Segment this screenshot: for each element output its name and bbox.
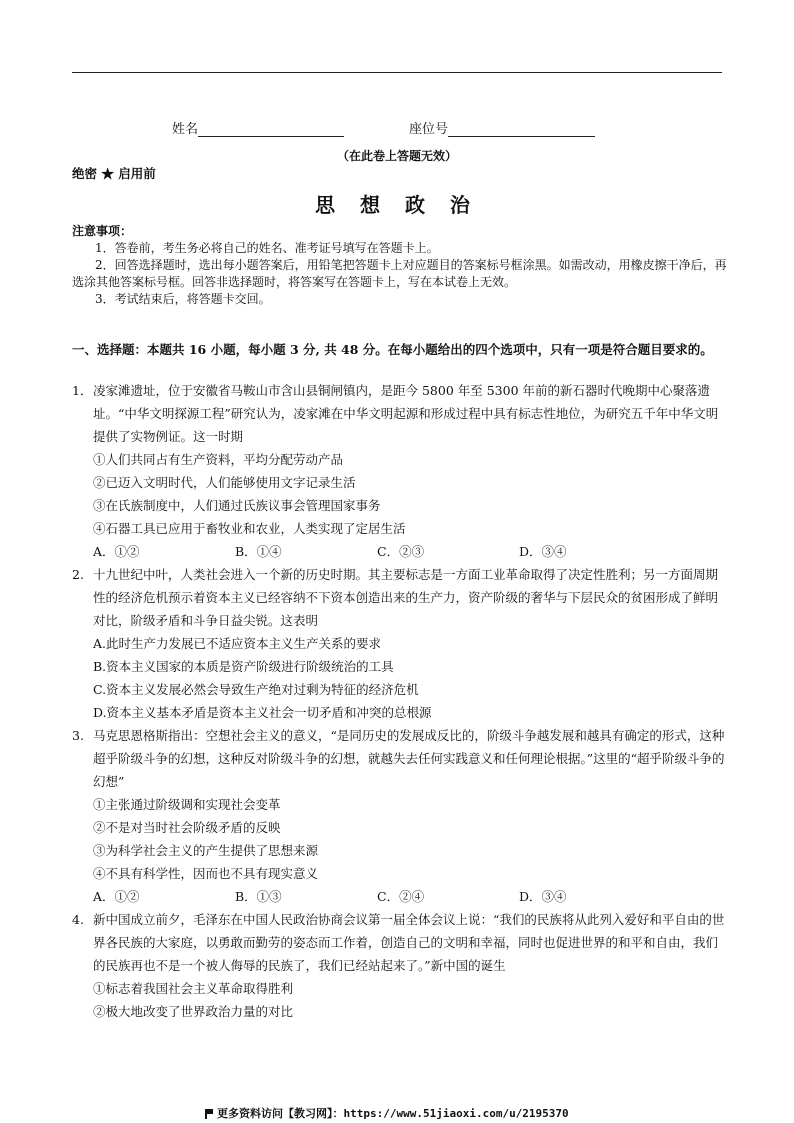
secret-label: 绝密 ★ 启用前	[72, 166, 156, 181]
notice-item: 1．答卷前，考生务必将自己的姓名、准考证号填写在答题卡上。	[95, 241, 439, 255]
name-field	[172, 118, 344, 137]
question-1	[72, 379, 727, 563]
question-text: 凌家滩遗址，位于安徽省马鞍山市含山县铜闸镇内，是距今 5800 年至 5300 年前的新石器时代晚期中心聚落遗址。“中华文明探源工程”研究认为，凌家滩在中华文明起源和形成过程中具有标志性地位，为研究五千年中华文明提供了实物例证。这一时期	[93, 383, 719, 444]
option-statement: C.资本主义发展必然会导致生产绝对过剩为特征的经济危机	[93, 682, 419, 697]
option-statement: ④不具有科学性，因而也不具有现实意义	[93, 866, 319, 881]
question-stem	[72, 724, 727, 793]
option-statement: ②已迈入文明时代，人们能够使用文字记录生活	[93, 475, 356, 490]
question-3	[72, 724, 727, 908]
answer-choices	[72, 540, 727, 563]
name-blank	[198, 123, 344, 137]
notice-item: 3．考试结束后，将答题卡交回。	[95, 292, 271, 306]
option-statement: ①标志着我国社会主义革命取得胜利	[93, 981, 294, 996]
choice-b: B．①④	[235, 544, 282, 559]
option-statement: ①人们共同占有生产资料，平均分配劳动产品	[93, 452, 344, 467]
footer-link[interactable]: https://www.51jiaoxi.com/u/2195370	[343, 1107, 569, 1120]
question-4	[72, 908, 727, 1023]
question-2	[72, 563, 727, 724]
question-stem	[72, 563, 727, 632]
name-label: 姓名	[172, 122, 199, 137]
notice-heading: 注意事项：	[72, 224, 133, 238]
footer-promo	[205, 1105, 569, 1121]
question-number: 2.	[72, 567, 84, 582]
choice-a: A．①②	[93, 889, 140, 904]
option-statement: ④石器工具已应用于畜牧业和农业，人类实现了定居生活	[93, 521, 406, 536]
option-statement: ②不是对当时社会阶级矛盾的反映	[93, 820, 281, 835]
question-text: 新中国成立前夕，毛泽东在中国人民政治协商会议第一届全体会议上说：“我们的民族将从此列入爱好和平自由的世界各民族的大家庭，以勇敢而勤劳的姿态而工作着，创造自己的文明和幸福，同时也促进世界的和平和自由，我们的民族再也不是一个被人侮辱的民族了，我们已经站起来了。”新中国的诞生	[93, 912, 725, 973]
question-stem	[72, 379, 727, 448]
page-title: 思 想 政 治	[315, 193, 479, 217]
seat-blank	[448, 123, 595, 137]
notice-block	[72, 223, 727, 308]
question-stem	[72, 908, 727, 977]
invalid-notice: （在此卷上答题无效）	[336, 149, 457, 163]
option-statement: ②极大地改变了世界政治力量的对比	[93, 1004, 294, 1019]
choice-d: D．③④	[519, 544, 567, 559]
choice-c: C．②④	[377, 889, 425, 904]
flag-icon	[205, 1109, 213, 1118]
seat-label: 座位号	[409, 122, 449, 137]
question-number: 4.	[72, 912, 84, 927]
question-number: 1．	[72, 383, 93, 398]
option-statement: ③在氏族制度中，人们通过氏族议事会管理国家事务	[93, 498, 381, 513]
question-number: 3.	[72, 728, 84, 743]
notice-item: 2．回答选择题时，选出每小题答案后，用铅笔把答题卡上对应题目的答案标号框涂黑。如需改动，用橡皮擦干净后，再选涂其他答案标号框。回答非选择题时，将答案写在答题卡上，写在本试卷上无效。	[72, 258, 727, 289]
choice-a: A．①②	[93, 544, 140, 559]
choice-d: D．③④	[519, 889, 567, 904]
top-divider	[72, 72, 722, 73]
question-text: 马克思恩格斯指出：空想社会主义的意义，“是同历史的发展成反比的，阶级斗争越发展和越具有确定的形式，这种超乎阶级斗争的幻想，这种反对阶级斗争的幻想，就越失去任何实践意义和任何理论根据。”这里的“超乎阶级斗争的幻想”	[93, 728, 725, 789]
choice-b: B．①③	[235, 889, 282, 904]
option-statement: ③为科学社会主义的产生提供了思想来源	[93, 843, 319, 858]
option-statement: ①主张通过阶级调和实现社会变革	[93, 797, 281, 812]
choice-c: C．②③	[377, 544, 425, 559]
footer-text: 更多资料访问【教习网】：	[217, 1107, 344, 1120]
option-statement: A.此时生产力发展已不适应资本主义生产关系的要求	[93, 636, 382, 651]
seat-field	[409, 118, 595, 137]
section-heading: 一、选择题：本题共 16 小题，每小题 3 分, 共 48 分。在每小题给出的四个选项中，只有一项是符合题目要求的。	[72, 342, 713, 357]
option-statement: D.资本主义基本矛盾是资本主义社会一切矛盾和冲突的总根源	[93, 705, 432, 720]
option-statement: B.资本主义国家的本质是资产阶级进行阶级统治的工具	[93, 659, 394, 674]
question-text: 十九世纪中叶，人类社会进入一个新的历史时期。其主要标志是一方面工业革命取得了决定性胜利；另一方面周期性的经济危机预示着资本主义已经容纳不下资本创造出来的生产力，资产阶级的奢华与下层民众的贫困形成了鲜明对比，阶级矛盾和斗争日益尖锐。这表明	[93, 567, 719, 628]
answer-choices	[72, 885, 727, 908]
